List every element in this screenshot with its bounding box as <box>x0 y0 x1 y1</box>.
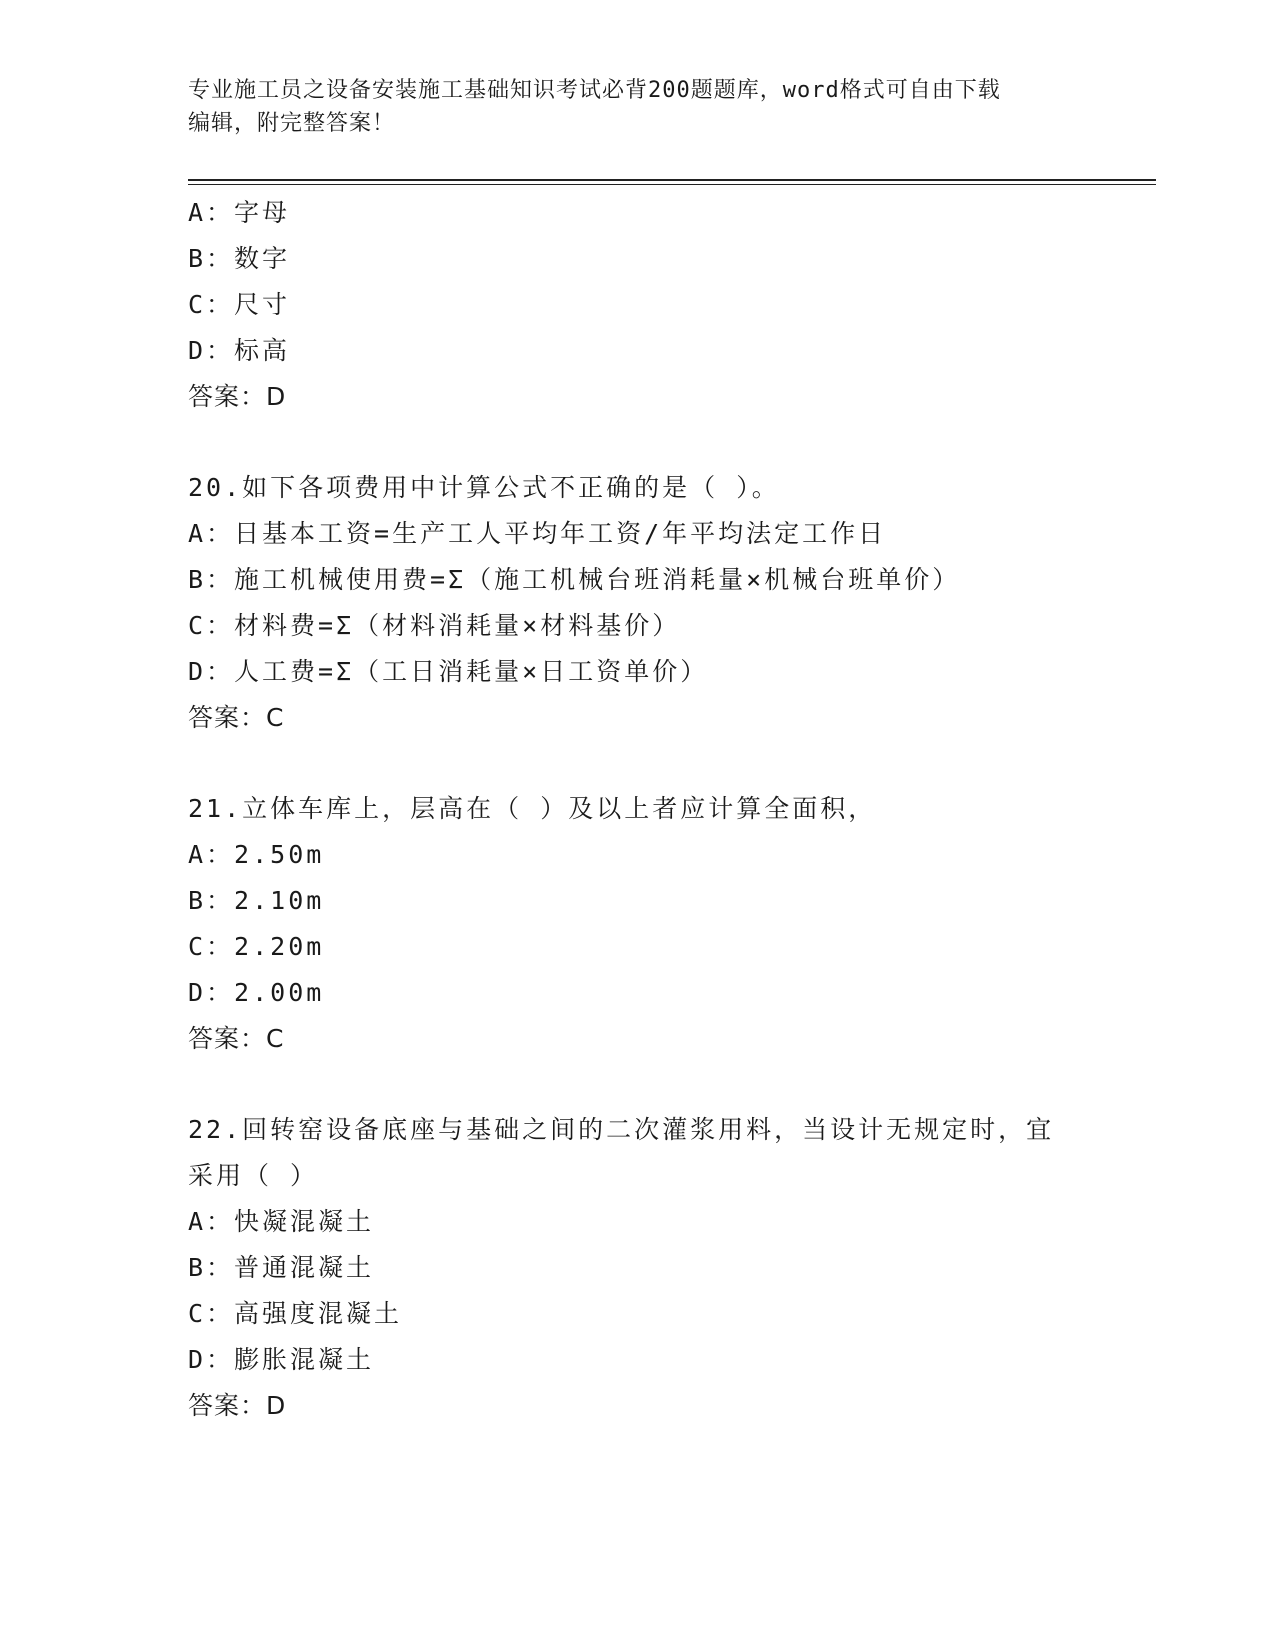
document-header <box>188 74 1088 140</box>
answer-line: 答案：D <box>188 1391 287 1420</box>
question-21 <box>188 786 1088 1062</box>
question-stem-line-2: 采用（ ） <box>188 1161 319 1190</box>
option-c: C：尺寸 <box>188 290 291 319</box>
option-c: C：2.20m <box>188 932 325 961</box>
header-line-1: 专业施工员之设备安装施工基础知识考试必背200题题库，word格式可自由下载 <box>188 78 1001 103</box>
answer-line: 答案：C <box>188 1024 285 1053</box>
question-list <box>188 190 1088 1429</box>
question-19 <box>188 190 1088 420</box>
spacer <box>188 1062 1088 1107</box>
spacer <box>188 741 1088 786</box>
option-d: D：膨胀混凝土 <box>188 1345 375 1374</box>
option-a: A：字母 <box>188 198 291 227</box>
option-d: D：人工费=Σ（工日消耗量×日工资单价） <box>188 657 709 686</box>
option-a: A：快凝混凝土 <box>188 1207 375 1236</box>
spacer <box>188 420 1088 465</box>
question-stem: 21.立体车库上，层高在（ ）及以上者应计算全面积， <box>188 794 877 823</box>
question-stem-line-1: 22.回转窑设备底座与基础之间的二次灌浆用料，当设计无规定时，宜 <box>188 1115 1055 1144</box>
option-b: B：普通混凝土 <box>188 1253 375 1282</box>
header-divider-thin <box>188 184 1156 185</box>
option-b: B：施工机械使用费=Σ（施工机械台班消耗量×机械台班单价） <box>188 565 961 594</box>
option-c: C：材料费=Σ（材料消耗量×材料基价） <box>188 611 681 640</box>
header-line-2: 编辑，附完整答案！ <box>188 111 396 136</box>
option-b: B：数字 <box>188 244 291 273</box>
answer-line: 答案：C <box>188 703 285 732</box>
option-a: A：2.50m <box>188 840 325 869</box>
option-b: B：2.10m <box>188 886 325 915</box>
question-stem: 20.如下各项费用中计算公式不正确的是（ ）。 <box>188 473 780 502</box>
question-22 <box>188 1107 1088 1429</box>
option-d: D：标高 <box>188 336 291 365</box>
answer-line: 答案：D <box>188 382 287 411</box>
option-c: C：高强度混凝土 <box>188 1299 403 1328</box>
header-divider-thick <box>188 179 1156 181</box>
question-20 <box>188 465 1088 741</box>
option-a: A：日基本工资=生产工人平均年工资/年平均法定工作日 <box>188 519 887 548</box>
option-d: D：2.00m <box>188 978 325 1007</box>
